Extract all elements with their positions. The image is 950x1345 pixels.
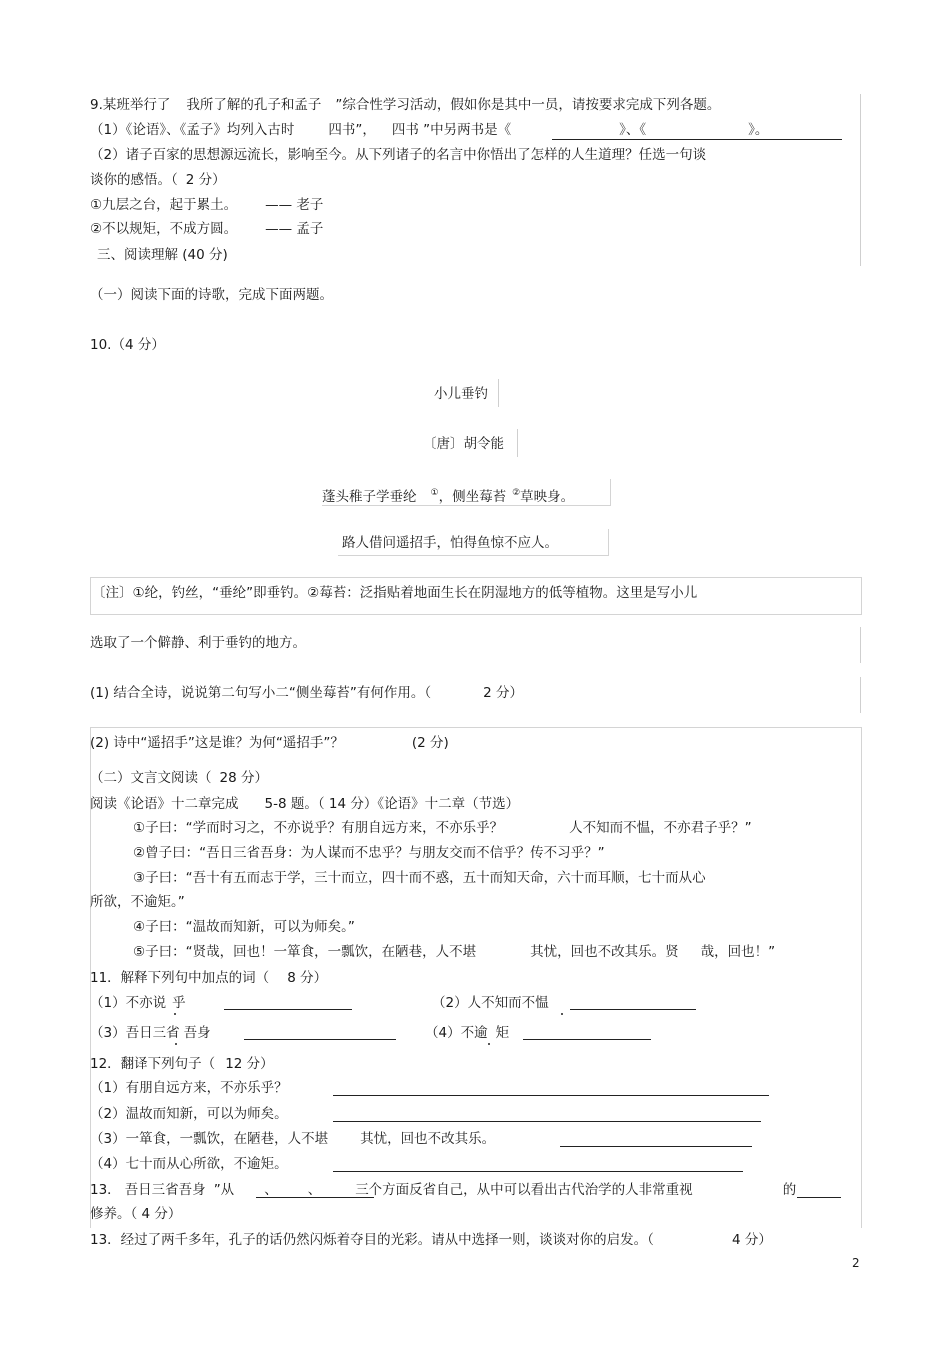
emphasis-dot: [175, 1043, 177, 1045]
lunyu-chapter-1: ①子曰：“学而时习之，不亦说乎？有朋自远方来，不亦乐乎？ 人不知而不愠，不亦君子乎？”: [133, 820, 752, 836]
q12-sentence-3: （3）一箪食，一瓢饮，在陋巷，人不堪 其忧，回也不改其乐。: [90, 1131, 496, 1147]
lunyu-chapter-2: ②曾子曰：“吾日三省吾身：为人谋而不忠乎？与朋友交而不信乎？传不习乎？”: [133, 845, 605, 861]
q13-answer-line-cultivation[interactable]: [797, 1197, 841, 1198]
q12-sentence-1: （1）有朋自远方来，不亦乐乎？: [90, 1080, 288, 1096]
q12-heading: 12．翻译下列句子（ 12 分）: [90, 1056, 274, 1072]
q12-sentence-2: （2）温故而知新，可以为师矣。: [90, 1106, 288, 1122]
poem-note-cont: 选取了一个僻静、利于垂钓的地方。: [90, 635, 306, 651]
emphasis-dot: [561, 1013, 563, 1015]
q13-inspiration-question: 13．经过了两千多年，孔子的话仍然闪烁着夺目的光彩。请从中选择一则，谈谈对你的启发。（ 4 分）: [90, 1232, 772, 1248]
poem-author: 〔唐〕胡令能: [423, 436, 504, 452]
quote-mengzi: ②不以规矩，不成方圆。 —— 孟子: [90, 221, 324, 237]
page-number: 2: [852, 1256, 860, 1270]
q9-part1: （1）《论语》、《孟子》均列入古时 四书”， 四书 ”中另两书是《 》、《 》。: [90, 122, 769, 138]
q13-answer-line-aspects[interactable]: [256, 1197, 374, 1198]
quote-laozi: ①九层之台，起于累土。 —— 老子: [90, 197, 324, 213]
section-three-heading: 三、阅读理解 (40 分): [97, 247, 228, 263]
reading-instructions: 阅读《论语》十二章完成 5-8 题。（ 14 分）《论语》十二章（节选）: [90, 796, 520, 812]
lunyu-chapter-3: ③子曰：“吾十有五而志于学，三十而立，四十而不惑，五十而知天命，六十而耳顺，七十而从心: [133, 870, 706, 886]
q11-item-1: （1）不亦说 乎: [90, 995, 186, 1011]
q9-heading: 9.某班举行了 我所了解的孔子和孟子 ”综合性学习活动，假如你是其中一员，请按要求完成下列各题。: [90, 97, 721, 113]
q11-item-2: （2）人不知而不愠: [432, 995, 549, 1011]
q9-part2-cont: 谈你的感悟。（ 2 分）: [90, 172, 226, 188]
q10-part1: (1) 结合全诗，说说第二句写小二“侧坐莓苔”有何作用。（ 2 分）: [90, 685, 524, 701]
q12-answer-line-1[interactable]: [333, 1095, 769, 1096]
q11-answer-line-1[interactable]: [224, 1009, 352, 1010]
emphasis-dot: [174, 1013, 176, 1015]
q11-answer-line-4[interactable]: [523, 1039, 651, 1040]
poem-note: 〔注〕①纶，钓丝，“垂纶”即垂钓。②莓苔：泛指贴着地面生长在阴湿地方的低等植物。这里是写小儿: [92, 585, 698, 601]
emphasis-dot: [488, 1043, 490, 1045]
q11-answer-line-2[interactable]: [570, 1009, 696, 1010]
q9-part2: （2）诸子百家的思想源远流长，影响至今。从下列诸子的名言中你悟出了怎样的人生道理？任选一句谈: [90, 147, 707, 163]
q10-part2: (2) 诗中“遥招手”这是谁？为何“遥招手”？ (2 分): [90, 735, 449, 751]
part-two-heading: （二）文言文阅读（ 28 分）: [90, 770, 268, 786]
q13-reflection-question: 13． 吾日三省吾身 ”从 、 、 三个方面反省自己，从中可以看出古代治学的人非常重视 的: [90, 1182, 797, 1198]
q11-heading: 11．解释下列句中加点的词（ 8 分）: [90, 970, 328, 986]
lunyu-chapter-3-cont: 所欲，不逾矩。”: [90, 894, 185, 910]
part-one-heading: （一）阅读下面的诗歌，完成下面两题。: [90, 287, 333, 303]
poem-line-2: 路人借问遥招手，怕得鱼惊不应人。: [342, 535, 558, 551]
q12-answer-line-2[interactable]: [333, 1121, 761, 1122]
q11-item-4: （4）不逾 矩: [425, 1025, 510, 1041]
q12-sentence-4: （4）七十而从心所欲，不逾矩。: [90, 1156, 288, 1172]
q11-answer-line-3[interactable]: [244, 1039, 396, 1040]
lunyu-chapter-4: ④子曰：“温故而知新，可以为师矣。”: [133, 919, 355, 935]
q9-answer-line-books[interactable]: [552, 139, 842, 140]
q12-answer-line-3[interactable]: [560, 1146, 752, 1147]
q11-item-3: （3）吾日三省 吾身: [90, 1025, 211, 1041]
q12-answer-line-4[interactable]: [333, 1171, 743, 1172]
poem-line-1: 蓬头稚子学垂纶 ①，侧坐莓苔 ②草映身。: [322, 488, 575, 505]
poem-title: 小儿垂钓: [434, 386, 488, 402]
lunyu-chapter-5: ⑤子曰：“贤哉，回也！一箪食，一瓢饮，在陋巷，人不堪 其忧，回也不改其乐。贤 哉，回也！”: [133, 944, 776, 960]
q13-reflection-score: 修养。（ 4 分）: [90, 1206, 182, 1222]
q10-heading: 10.（4 分）: [90, 337, 165, 353]
